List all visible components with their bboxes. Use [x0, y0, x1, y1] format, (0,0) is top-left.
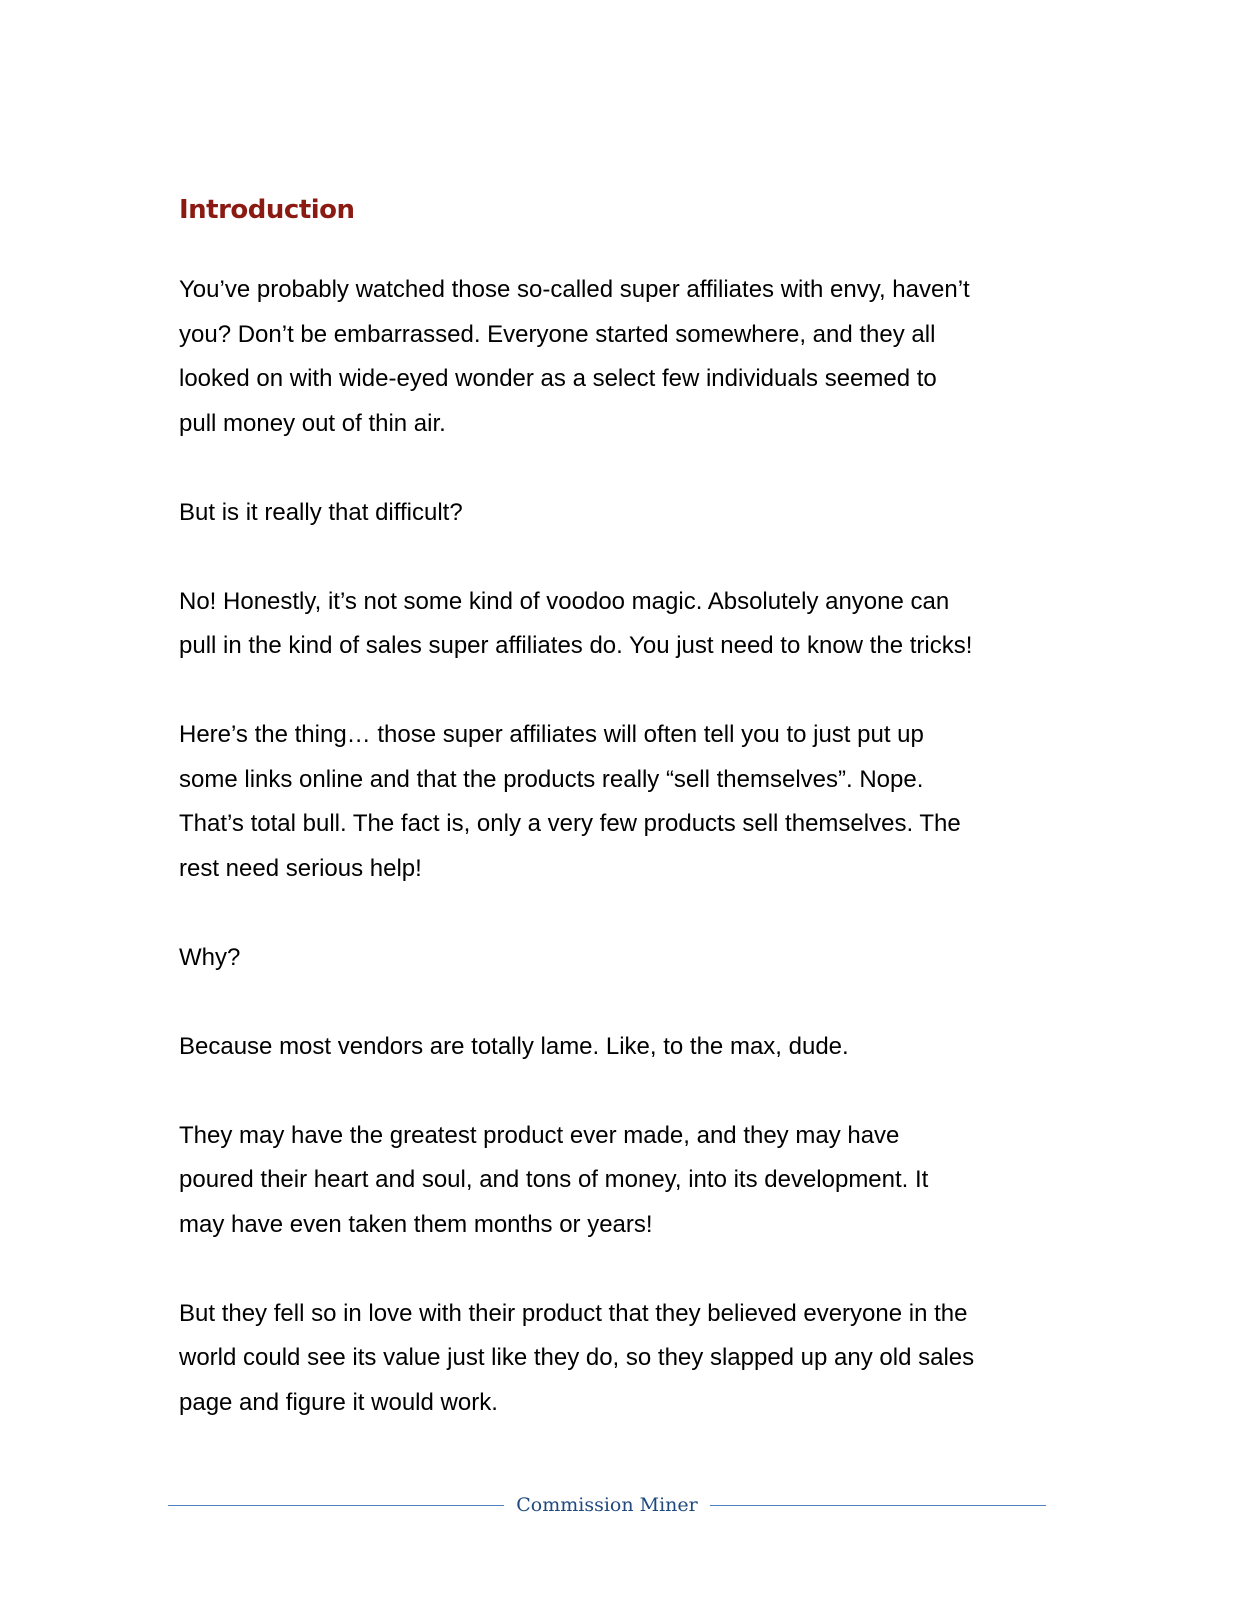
paragraph: No! Honestly, it’s not some kind of voodoo magic. Absolutely anyone can pull in the kind of sales super affiliates do. You just need to know the tricks! — [179, 587, 973, 659]
paragraph: But is it really that difficult? — [179, 498, 463, 526]
paragraph: Because most vendors are totally lame. Like, to the max, dude. — [179, 1032, 849, 1060]
page-footer — [168, 1490, 1046, 1520]
footer-title: Commission Miner — [516, 1494, 698, 1516]
body-text — [179, 268, 1059, 1470]
section-heading: Introduction — [179, 195, 355, 225]
footer-rule-right — [710, 1505, 1046, 1506]
paragraph: Why? — [179, 943, 241, 971]
paragraph: But they fell so in love with their product that they believed everyone in the world could see its value just like they do, so they slapped up any old sales page and figure it would work. — [179, 1299, 975, 1416]
footer-rule-left — [168, 1505, 504, 1506]
paragraph: Here’s the thing… those super affiliates will often tell you to just put up some links online and that the products really “sell themselves”. Nope. That’s total bull. The fact is, only a very few products sell themselves. The rest need serious help! — [179, 721, 961, 882]
paragraph: They may have the greatest product ever made, and they may have poured their heart and soul, and tons of money, into its development. It may have even taken them months or years! — [179, 1121, 929, 1238]
paragraph: You’ve probably watched those so-called super affiliates with envy, haven’t you? Don’t be embarrassed. Everyone started somewhere, and they all looked on with wide-eyed wonder as a select few individuals seemed to pull money out of thin air. — [179, 276, 970, 437]
